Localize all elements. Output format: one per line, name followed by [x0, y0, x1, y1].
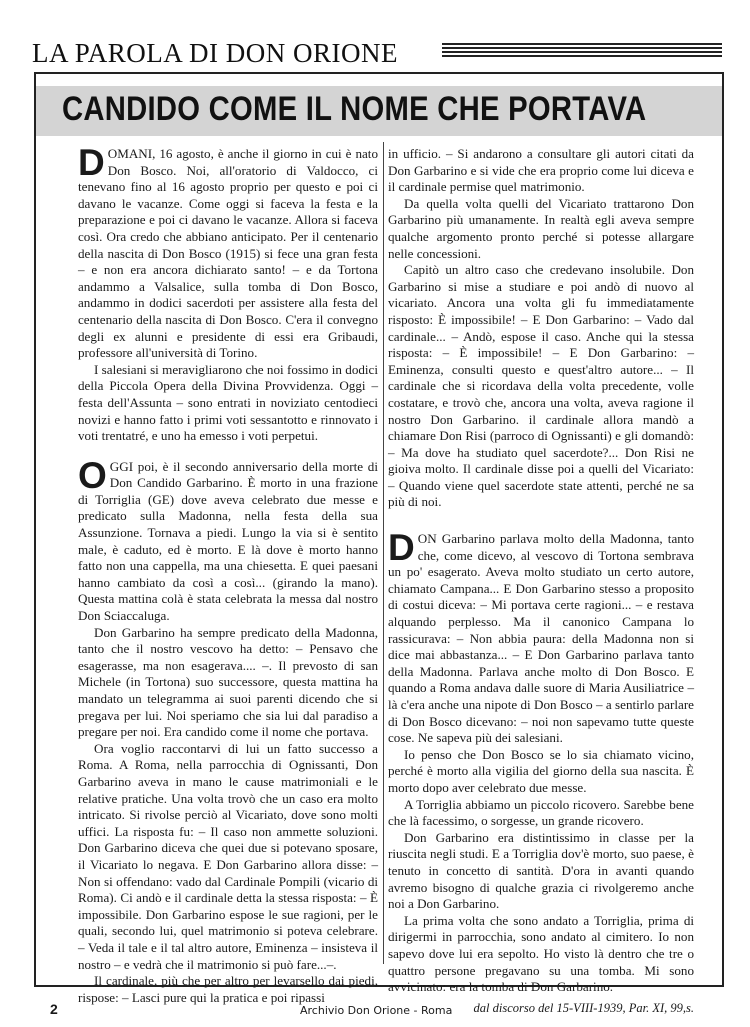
drop-cap: D — [78, 142, 105, 183]
archive-caption: Archivio Don Orione - Roma — [300, 1004, 453, 1017]
article-title: CANDIDO COME IL NOME CHE PORTAVA — [62, 90, 647, 128]
drop-cap: O — [78, 454, 107, 496]
paragraph: Don Garbarino ha sempre predicato della Madonna, tanto che il nostro vescovo ha detto: – Pensavo che esagerasse, ma non esagerava.... –. Il prevosto di san Michele (in Tortona) suo successore, questa mattina ha mandato un telegramma ai suoi parenti dicendo che si pregava per lui. Noi speriamo che sia lui dal paradiso a pregare per noi. Era candido come il nome che portava. — [78, 624, 378, 740]
paragraph: A Torriglia abbiamo un piccolo ricovero. Sarebbe bene che là facessimo, o sorgesse, un grande ricovero. — [388, 796, 694, 829]
page-number: 2 — [50, 1001, 58, 1017]
header-rule-lines — [442, 43, 722, 63]
paragraph: Don Garbarino era distintissimo in classe per la riuscita negli studi. E a Torriglia dov'è morto, suo paese, è tenuto in concetto di santità. D'ora in avanti quando avremo bisogno di qualche grazia ci rivolgeremo anche noi a Don Garbarino. — [388, 829, 694, 912]
right-column — [388, 146, 694, 1016]
source-citation: dal discorso del 15-VIII-1939, Par. XI, 99,s. — [473, 1000, 694, 1015]
paragraph: in ufficio. – Si andarono a consultare gli autori citati da Don Garbarino e si vide che era proprio come lui diceva e il cardinale permise quel matrimonio. — [388, 146, 694, 195]
paragraph: La prima volta che sono andato a Torriglia, prima di dirigermi in parrocchia, sono andato al cimitero. Io non sapevo dove lui era sepolto. Ho visto là dentro che tre o quattro persone pregavano su una tomba. Mi sono avvicinato: era la tomba di Don Garbarino. — [388, 912, 694, 995]
section-title: LA PAROLA DI DON ORIONE — [32, 38, 399, 68]
left-column — [78, 142, 378, 1006]
paragraph: DON Garbarino parlava molto della Madonna, tanto che, come dicevo, al vescovo di Tortona sembrava un po' esagerato. Aveva molto studiato un certo autore, chiamato Campana... E Don Garbarino stesso a proposito di costui diceva: – Mi portava certe ragioni... – e restava alquando perplesso. Ma il canonico Campana lo rassicurava: – Non abbia paura: della Madonna non si dice mai abbastanza... – E Don Garbarino parlava tanto della Madonna. Parlava anche molto di Don Bosco. E quando a Roma andava dalle suore di Maria Ausiliatrice – là c'era anche una nipote di Don Bosco – a sentirlo parlare di Don Bosco dicevano: – noi non sapevamo tutte queste cose. Ne sapeva più dei salesiani. — [388, 527, 694, 746]
drop-cap: D — [388, 527, 415, 569]
paragraph: Capitò un altro caso che credevano insolubile. Don Garbarino si mise a studiare e poi andò di nuovo al vicariato. Ancora una volta gli fu immediatamente risposto: È impossibile! – E Don Garbarino: – Vado dal cardinale... – Andò, espose il caso. Anche qui la stessa risposta: – È impossibile! – E Don Garbarino: – Eminenza, consulti questo e quest'altro autore... – Il cardinale che si ricordava della volta precedente, volle costatare, e trovò che, ancora una volta, aveva ragione il nostro Don Garbarino. il cardinale allora mandò a chiamare Don Risi (parroco di Ognissanti) e gli domandò: – Ma dove ha studiato quel sacerdote?... Don Risi ne gioiva molto. Il cardinale disse poi a quelli del Vicariato: – Quando viene quel sacerdote state attenti, perché ne sa più di noi. — [388, 262, 694, 510]
paragraph: DOMANI, 16 agosto, è anche il giorno in cui è nato Don Bosco. Noi, all'oratorio di Valdocco, ci tenevano fino al 16 agosto proprio per questo e poi ci davano le vacanze. Come oggi si faceva la festa e la preparazione e poi ci davano le vacanze. Allora si faceva così. Ora credo che abbiano anticipato. Per il centenario della nascita di Don Bosco (1915) si fece una gran festa – e non era ancora dichiarato santo! – e da Tortona andammo a Valsalice, sulla tomba di Don Bosco, andammo in dodici sacerdoti per assistere alla festa del centenario della nascita di Don Bosco. C'era il convegno degli ex alunni e presidente di essi era Gribaudi, professore all'università di Torino. — [78, 142, 378, 361]
paragraph: Da quella volta quelli del Vicariato trattarono Don Garbarino più umanamente. In realtà egli aveva sempre qualche argomento pronto perché si potesse allargare nelle concessioni. — [388, 195, 694, 261]
paragraph: I salesiani si meravigliarono che noi fossimo in dodici della Piccola Opera della Divina Provvidenza. Oggi – festa dell'Assunta – sono entrati in noviziato centodieci novizi e hanno fatto i primi voti sessantotto e rinnovato i voti trentatré, e uno ha emesso i voti perpetui. — [78, 361, 378, 444]
paragraph: Il cardinale, più che per altro per levarsello dai piedi, rispose: – Lasci pure qui la pratica e poi ripassi — [78, 973, 378, 1005]
section-header — [30, 36, 720, 72]
column-divider — [383, 142, 384, 964]
paragraph: OGGI poi, è il secondo anniversario della morte di Don Candido Garbarino. È morto in una frazione di Torriglia (GE) dove aveva celebrato due messe e predicato sulla Madonna, nella festa della sua Assunzione. Tornava a piedi. Lungo la via si è sentito male, è caduto, ed è morto. E là dove è morto hanno fatto non una cappella, ma una chiesetta. E quei paesani hanno cambiato da così a così... (girando la mano). Questa mattina colà è stata celebrata la messa dal nostro Don Sciaccaluga. — [78, 454, 378, 624]
paragraph: Io penso che Don Bosco se lo sia chiamato vicino, perché è morto alla vigilia del giorno della sua nascita. È morto dopo aver celebrato due messe. — [388, 746, 694, 795]
paragraph: Ora voglio raccontarvi di lui un fatto successo a Roma. A Roma, nella parrocchia di Ognissanti, Don Garbarino aveva in mano le cause matrimoniali e le relative pratiche. Una volta trovò che un caso era molto intricato. Si rivolse perciò al Vicariato, dove sono molti uffici. La risposta fu: – Il caso non ammette soluzioni. Don Garbarino diceva che quei due si potevano sposare, il Vicariato lo negava. E Don Garbarino allora disse: – Non si offendano: vado dal Cardinale Pompili (vicario di Roma). Ci andò e il cardinale detta la stessa risposta: – È impossibile. Don Garbarino espose le sue ragioni, per le quali, secondo lui, quel matrimonio si poteva celebrare. – Veda il tale e il tal altro autore, Eminenza – insisteva il nostro – e vedrà che il matrimonio si può fare...–. — [78, 740, 378, 972]
